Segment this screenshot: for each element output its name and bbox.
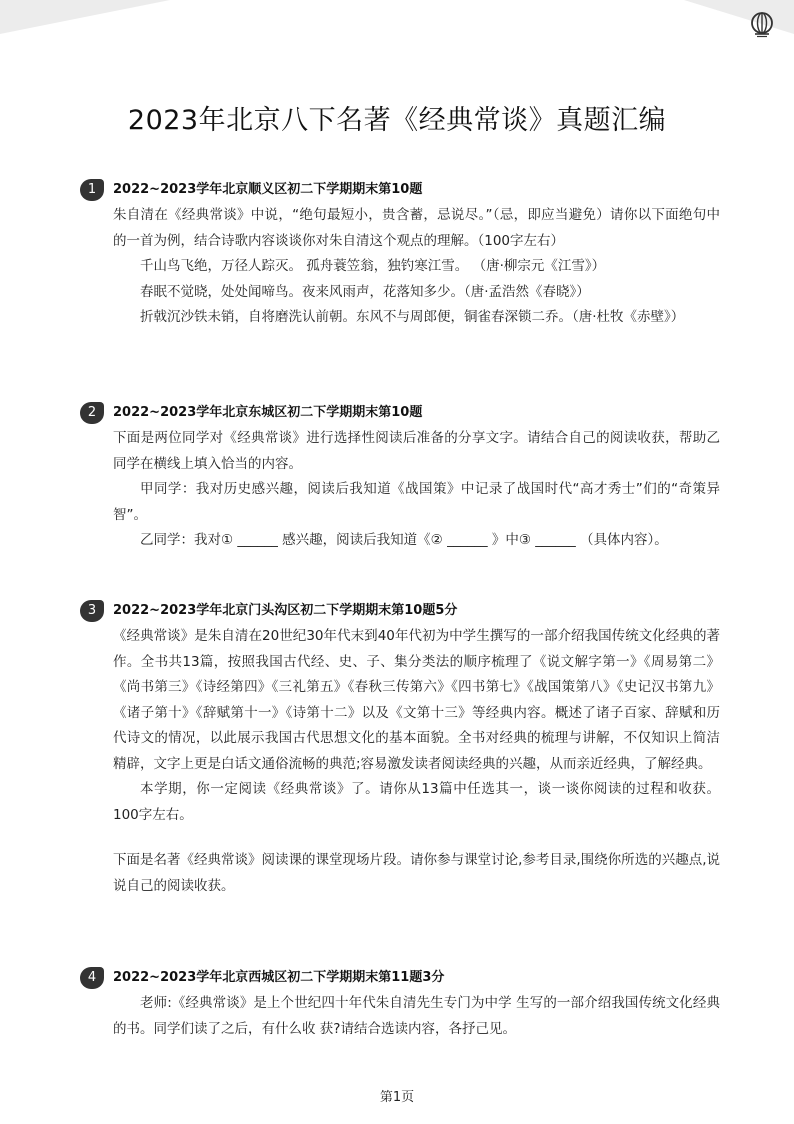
question-header	[80, 177, 720, 203]
page-number: 第1页	[379, 1090, 415, 1105]
question-number-badge: 1	[80, 179, 104, 201]
question-number-badge: 2	[80, 402, 104, 424]
paragraph-spacer	[80, 828, 720, 848]
question-prompt: 老师:《经典常谈》是上个世纪四十年代朱自清先生专门为中学 生写的一部介绍我国传统文化经典的书。同学们读了之后，有什么收 获?请结合选读内容，各抒己见。	[113, 995, 720, 1037]
document-title: 2023年北京八下名著《经典常谈》真题汇编	[127, 105, 667, 136]
header-corner-decoration-left	[0, 0, 170, 34]
question-header	[80, 400, 720, 426]
question-4	[80, 965, 720, 1042]
question-prompt: 下面是名著《经典常谈》阅读课的课堂现场片段。请你参与课堂讨论,参考目录,围绕你所选的兴趣点,说说自己的阅读收获。	[113, 852, 720, 894]
question-2	[80, 400, 720, 554]
poem-line: 春眠不觉晓，处处闻啼鸟。夜来风雨声，花落知多少。（唐·孟浩然《春晓》）	[140, 283, 590, 300]
poem-line: 折戟沉沙铁未销，自将磨洗认前朝。东风不与周郎便，铜雀春深锁二乔。（唐·杜牧《赤壁》）	[140, 309, 685, 325]
poem-line: 千山鸟飞绝，万径人踪灭。 孤舟蓑笠翁，独钓寒江雪。 （唐·柳宗元《江雪》）	[140, 258, 606, 274]
header-corner-decoration-right	[684, 0, 794, 34]
question-source: 2022~2023学年北京门头沟区初二下学期期末第10题5分	[113, 603, 458, 618]
question-prompt: 本学期，你一定阅读《经典常谈》了。请你从13篇中任选其一，谈一谈你阅读的过程和收获。100字左右。	[113, 781, 720, 823]
question-prompt: 下面是两位同学对《经典常谈》进行选择性阅读后准备的分享文字。请结合自己的阅读收获，帮助乙同学在横线上填入恰当的内容。	[113, 430, 720, 472]
student-statement: 甲同学：我对历史感兴趣，阅读后我知道《战国策》中记录了战国时代“高才秀士”们的“奇策异智”。	[113, 481, 720, 523]
question-header	[80, 598, 720, 624]
question-number-badge: 3	[80, 600, 104, 622]
question-1	[80, 177, 720, 331]
question-prompt: 朱自清在《经典常谈》中说，“绝句最短小，贵含蓄，忌说尽。”（忌，即应当避免）请你以下面绝句中的一首为例，结合诗歌内容谈谈你对朱自清这个观点的理解。（100字左右）	[113, 207, 720, 249]
question-3	[80, 598, 720, 899]
student-statement: 乙同学：我对① ______ 感兴趣，阅读后我知道《② ______ 》中③ ______ （具体内容）。	[140, 532, 668, 548]
question-source: 2022~2023学年北京东城区初二下学期期末第10题	[113, 405, 423, 420]
lantern-logo-icon	[748, 10, 776, 38]
question-passage: 《经典常谈》是朱自清在20世纪30年代末到40年代初为中学生撰写的一部介绍我国传统文化经典的著作。全书共13篇，按照我国古代经、史、子、集分类法的顺序梳理了《说文解字第一》《周易第二》《尚书第三》《诗经第四》《三礼第五》《春秋三传第六》《四书第七》《战国策第八》《史记汉书第九》《诸子第十》《辞赋第十一》《诗第十二》以及《文第十三》等经典内容。概述了诸子百家、辞赋和历代诗文的情况，以此展示我国古代思想文化的基本面貌。全书对经典的梳理与讲解，不仅知识上简洁精辟，文字上更是白话文通俗流畅的典范;容易激发读者阅读经典的兴趣，从而亲近经典，了解经典。	[113, 628, 720, 772]
question-source: 2022~2023学年北京西城区初二下学期期末第11题3分	[113, 970, 445, 985]
question-source: 2022~2023学年北京顺义区初二下学期期末第10题	[113, 182, 423, 197]
question-header	[80, 965, 720, 991]
question-number-badge: 4	[80, 967, 104, 989]
